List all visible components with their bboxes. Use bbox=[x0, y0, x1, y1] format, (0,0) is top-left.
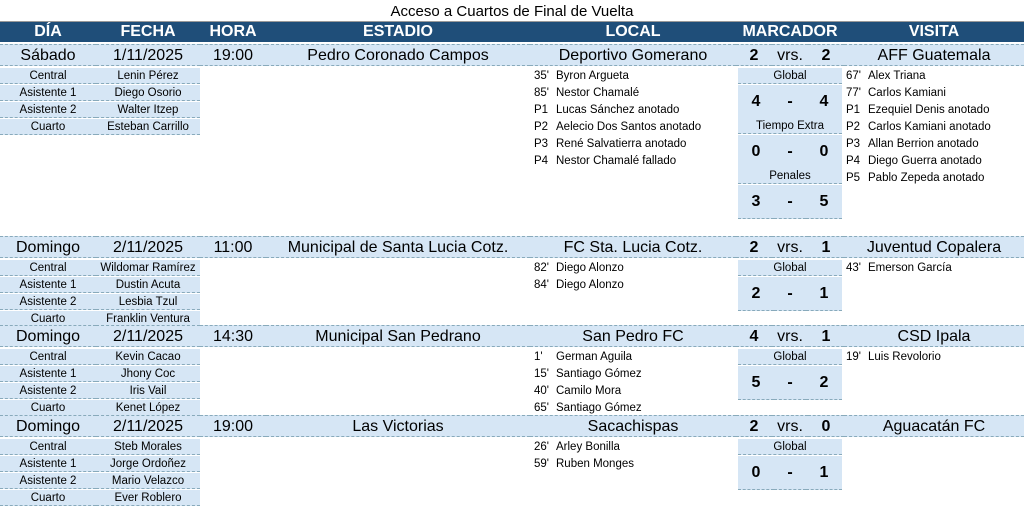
event-player: Diego Guerra anotado bbox=[868, 155, 982, 167]
aggregate-dash: - bbox=[774, 456, 806, 490]
event-player: Nestor Chamalé bbox=[556, 87, 640, 99]
match-local-team: Deportivo Gomerano bbox=[530, 44, 736, 66]
header-visita: VISITA bbox=[844, 22, 1024, 42]
local-goal-event bbox=[534, 260, 734, 276]
referee-name: Ever Roblero bbox=[96, 490, 200, 506]
local-goal-event bbox=[534, 68, 734, 84]
referee-role: Asistente 1 bbox=[0, 366, 96, 382]
referee-name: Lesbia Tzul bbox=[96, 294, 200, 310]
referee-role: Cuarto bbox=[0, 311, 96, 327]
vrs-label: vrs. bbox=[772, 236, 808, 258]
match-stadium: Pedro Coronado Campos bbox=[266, 44, 530, 66]
aggregate-dash: - bbox=[774, 185, 806, 219]
referee-name: Dustin Acuta bbox=[96, 277, 200, 293]
event-minute: 85' bbox=[534, 87, 549, 99]
referee-role: Central bbox=[0, 68, 96, 84]
header-marcador: MARCADOR bbox=[736, 22, 844, 42]
visita-goal-event bbox=[846, 136, 1022, 152]
match-visita-team: Aguacatán FC bbox=[844, 415, 1024, 437]
match-visita-team: CSD Ipala bbox=[844, 325, 1024, 347]
aggregate-label: Global bbox=[738, 68, 842, 84]
match-visita-team: AFF Guatemala bbox=[844, 44, 1024, 66]
referee-name: Franklin Ventura bbox=[96, 311, 200, 327]
visita-goal-event bbox=[846, 85, 1022, 101]
referee-name: Lenin Pérez bbox=[96, 68, 200, 84]
event-player: Luis Revolorio bbox=[868, 351, 941, 363]
aggregate-visita: 2 bbox=[806, 366, 842, 400]
match-stadium: Municipal de Santa Lucia Cotz. bbox=[266, 236, 530, 258]
match-date: 2/11/2025 bbox=[96, 325, 200, 347]
match-day: Domingo bbox=[0, 236, 96, 258]
event-player: Santiago Gómez bbox=[556, 402, 642, 414]
event-minute: P1 bbox=[846, 104, 861, 116]
aggregate-label: Tiempo Extra bbox=[738, 118, 842, 134]
page-title: Acceso a Cuartos de Final de Vuelta bbox=[0, 2, 1024, 22]
referee-name: Kevin Cacao bbox=[96, 349, 200, 365]
header-dia: DÍA bbox=[0, 22, 96, 42]
event-player: German Aguila bbox=[556, 351, 633, 363]
referee-name: Walter Itzep bbox=[96, 102, 200, 118]
match-stadium: Municipal San Pedrano bbox=[266, 325, 530, 347]
aggregate-visita: 4 bbox=[806, 85, 842, 119]
referee-role: Asistente 2 bbox=[0, 473, 96, 489]
visita-goal-event bbox=[846, 170, 1022, 186]
event-minute: 35' bbox=[534, 70, 549, 82]
match-day: Domingo bbox=[0, 415, 96, 437]
event-minute: P2 bbox=[846, 121, 861, 133]
visita-goal-event bbox=[846, 349, 1022, 365]
visita-goal-event bbox=[846, 102, 1022, 118]
event-player: Ruben Monges bbox=[556, 458, 634, 470]
event-minute: 15' bbox=[534, 368, 549, 380]
referee-name: Esteban Carrillo bbox=[96, 119, 200, 135]
match-local-team: San Pedro FC bbox=[530, 325, 736, 347]
aggregate-label: Global bbox=[738, 349, 842, 365]
event-player: Alex Triana bbox=[868, 70, 926, 82]
vrs-label: vrs. bbox=[772, 325, 808, 347]
aggregate-local: 4 bbox=[738, 85, 774, 119]
local-goal-event bbox=[534, 85, 734, 101]
aggregate-label: Penales bbox=[738, 168, 842, 184]
referee-role: Central bbox=[0, 349, 96, 365]
local-goal-event bbox=[534, 136, 734, 152]
aggregate-visita: 1 bbox=[806, 456, 842, 490]
score-local: 2 bbox=[736, 44, 772, 66]
event-minute: 77' bbox=[846, 87, 861, 99]
visita-goal-event bbox=[846, 153, 1022, 169]
referee-name: Iris Vail bbox=[96, 383, 200, 399]
score-local: 4 bbox=[736, 325, 772, 347]
match-date: 2/11/2025 bbox=[96, 236, 200, 258]
referee-role: Asistente 1 bbox=[0, 85, 96, 101]
event-minute: P4 bbox=[846, 155, 861, 167]
match-time: 19:00 bbox=[200, 44, 266, 66]
header-fecha: FECHA bbox=[96, 22, 200, 42]
match-time: 19:00 bbox=[200, 415, 266, 437]
aggregate-label: Global bbox=[738, 260, 842, 276]
match-date: 1/11/2025 bbox=[96, 44, 200, 66]
header-estadio: ESTADIO bbox=[266, 22, 530, 42]
referee-name: Diego Osorio bbox=[96, 85, 200, 101]
event-player: Pablo Zepeda anotado bbox=[868, 172, 985, 184]
aggregate-visita: 1 bbox=[806, 277, 842, 311]
header-local: LOCAL bbox=[530, 22, 736, 42]
match-day: Domingo bbox=[0, 325, 96, 347]
score-local: 2 bbox=[736, 415, 772, 437]
match-time: 11:00 bbox=[200, 236, 266, 258]
header-hora: HORA bbox=[200, 22, 266, 42]
event-player: Aelecio Dos Santos anotado bbox=[556, 121, 702, 133]
event-minute: 1' bbox=[534, 351, 543, 363]
match-local-team: FC Sta. Lucia Cotz. bbox=[530, 236, 736, 258]
referee-role: Central bbox=[0, 260, 96, 276]
event-minute: P4 bbox=[534, 155, 549, 167]
visita-goal-event bbox=[846, 68, 1022, 84]
event-player: Ezequiel Denis anotado bbox=[868, 104, 990, 116]
event-player: Carlos Kamiani bbox=[868, 87, 946, 99]
event-minute: 67' bbox=[846, 70, 861, 82]
aggregate-local: 2 bbox=[738, 277, 774, 311]
local-goal-event bbox=[534, 366, 734, 382]
referee-name: Mario Velazco bbox=[96, 473, 200, 489]
event-player: Carlos Kamiani anotado bbox=[868, 121, 991, 133]
aggregate-label: Global bbox=[738, 439, 842, 455]
referee-role: Asistente 2 bbox=[0, 383, 96, 399]
match-visita-team: Juventud Copalera bbox=[844, 236, 1024, 258]
score-visita: 1 bbox=[808, 236, 844, 258]
referee-name: Jhony Coc bbox=[96, 366, 200, 382]
referee-role: Asistente 2 bbox=[0, 294, 96, 310]
referee-name: Jorge Ordoñez bbox=[96, 456, 200, 472]
match-time: 14:30 bbox=[200, 325, 266, 347]
event-player: Emerson García bbox=[868, 262, 952, 274]
score-visita: 2 bbox=[808, 44, 844, 66]
local-goal-event bbox=[534, 277, 734, 293]
local-goal-event bbox=[534, 456, 734, 472]
event-minute: 43' bbox=[846, 262, 861, 274]
event-player: Diego Alonzo bbox=[556, 279, 624, 291]
referee-role: Asistente 1 bbox=[0, 277, 96, 293]
event-player: Arley Bonilla bbox=[556, 441, 620, 453]
event-minute: 19' bbox=[846, 351, 861, 363]
event-player: Diego Alonzo bbox=[556, 262, 624, 274]
local-goal-event bbox=[534, 439, 734, 455]
aggregate-dash: - bbox=[774, 135, 806, 169]
referee-role: Central bbox=[0, 439, 96, 455]
event-minute: 84' bbox=[534, 279, 549, 291]
referee-name: Wildomar Ramírez bbox=[96, 260, 200, 276]
match-date: 2/11/2025 bbox=[96, 415, 200, 437]
event-minute: 82' bbox=[534, 262, 549, 274]
score-local: 2 bbox=[736, 236, 772, 258]
local-goal-event bbox=[534, 119, 734, 135]
local-goal-event bbox=[534, 153, 734, 169]
event-player: Allan Berrion anotado bbox=[868, 138, 979, 150]
event-minute: 40' bbox=[534, 385, 549, 397]
event-minute: P3 bbox=[846, 138, 861, 150]
aggregate-dash: - bbox=[774, 85, 806, 119]
event-player: Lucas Sánchez anotado bbox=[556, 104, 680, 116]
referee-role: Asistente 2 bbox=[0, 102, 96, 118]
aggregate-visita: 5 bbox=[806, 185, 842, 219]
event-minute: 65' bbox=[534, 402, 549, 414]
referee-name: Steb Morales bbox=[96, 439, 200, 455]
score-visita: 0 bbox=[808, 415, 844, 437]
vrs-label: vrs. bbox=[772, 44, 808, 66]
local-goal-event bbox=[534, 400, 734, 416]
event-player: Santiago Gómez bbox=[556, 368, 642, 380]
aggregate-dash: - bbox=[774, 277, 806, 311]
event-player: Byron Argueta bbox=[556, 70, 629, 82]
aggregate-local: 5 bbox=[738, 366, 774, 400]
referee-name: Kenet López bbox=[96, 400, 200, 416]
referee-role: Cuarto bbox=[0, 490, 96, 506]
score-visita: 1 bbox=[808, 325, 844, 347]
aggregate-local: 3 bbox=[738, 185, 774, 219]
aggregate-local: 0 bbox=[738, 135, 774, 169]
visita-goal-event bbox=[846, 260, 1022, 276]
local-goal-event bbox=[534, 383, 734, 399]
event-minute: P5 bbox=[846, 172, 861, 184]
vrs-label: vrs. bbox=[772, 415, 808, 437]
match-local-team: Sacachispas bbox=[530, 415, 736, 437]
aggregate-dash: - bbox=[774, 366, 806, 400]
event-player: Camilo Mora bbox=[556, 385, 622, 397]
match-day: Sábado bbox=[0, 44, 96, 66]
event-minute: P2 bbox=[534, 121, 549, 133]
aggregate-visita: 0 bbox=[806, 135, 842, 169]
event-player: René Salvatierra anotado bbox=[556, 138, 687, 150]
event-minute: 26' bbox=[534, 441, 549, 453]
event-minute: P1 bbox=[534, 104, 549, 116]
match-stadium: Las Victorias bbox=[266, 415, 530, 437]
local-goal-event bbox=[534, 102, 734, 118]
event-player: Nestor Chamalé fallado bbox=[556, 155, 677, 167]
visita-goal-event bbox=[846, 119, 1022, 135]
referee-role: Cuarto bbox=[0, 400, 96, 416]
referee-role: Cuarto bbox=[0, 119, 96, 135]
referee-role: Asistente 1 bbox=[0, 456, 96, 472]
event-minute: 59' bbox=[534, 458, 549, 470]
aggregate-local: 0 bbox=[738, 456, 774, 490]
local-goal-event bbox=[534, 349, 734, 365]
event-minute: P3 bbox=[534, 138, 549, 150]
